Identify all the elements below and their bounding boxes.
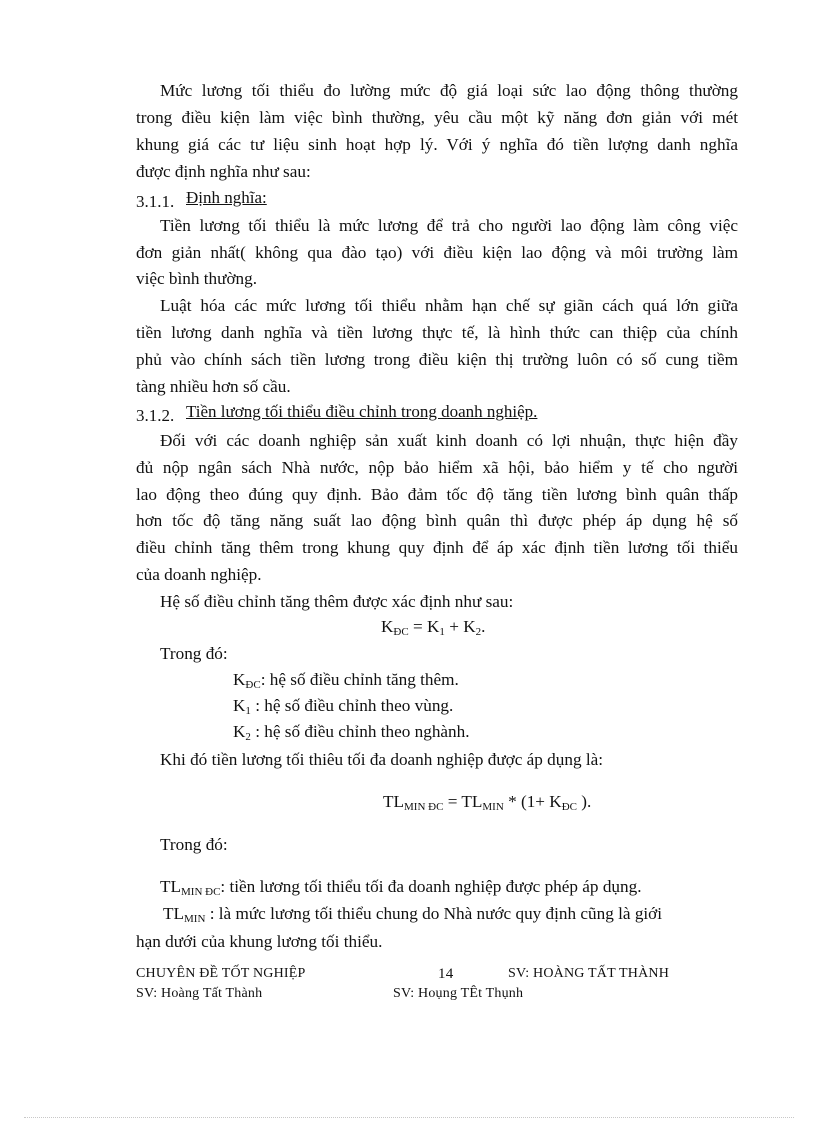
page-border-dotted xyxy=(24,1117,794,1118)
paragraph-3-line-3: phủ vào chính sách tiền lương trong điều kiện thị trường luôn có số cung tiềm xyxy=(136,350,738,369)
paragraph-4-line-4: hơn tốc độ tăng năng suất lao động bình quân thì được phép áp dụng hệ số xyxy=(136,511,738,530)
paragraph-4-line-3: lao động theo đúng quy định. Bảo đảm tốc độ tăng tiền lương bình quân thấp xyxy=(136,485,738,504)
definition-k2: $K_2$ : hệ số điều chỉnh theo nghành. xyxy=(233,722,470,743)
paragraph-3-line-1: Luật hóa các mức lương tối thiểu nhằm hạn chế sự giãn cách quá lớn giữa xyxy=(160,296,738,315)
where-label-1: Trong đó: xyxy=(160,644,228,663)
paragraph-1-line-2: trong điều kiện làm việc bình thường, yêu cầu một kỹ năng đơn giản với mét xyxy=(136,108,738,127)
definition-tl-min-continued: hạn dưới của khung lương tối thiểu. xyxy=(136,932,383,951)
paragraph-6: Khi đó tiền lương tối thiêu tối đa doanh nghiệp được áp dụng là: xyxy=(160,750,604,769)
paragraph-4-line-2: đủ nộp ngân sách Nhà nước, nộp bảo hiểm xã hội, bảo hiểm y tế cho người xyxy=(136,458,738,477)
footer-title: CHUYÊN ĐỀ TỐT NGHIỆP xyxy=(136,966,306,981)
definition-kdc: $K_{ĐC}$: hệ số điều chỉnh tăng thêm. xyxy=(233,670,459,691)
paragraph-5: Hệ số điều chỉnh tăng thêm được xác định như sau: xyxy=(160,592,514,611)
formula-tl-min-dc: $TL_{MIN ĐC} = TL_{MIN} * (1+ K_{ĐC}$ ). xyxy=(383,792,592,813)
definition-k1: $K_1$ : hệ số điều chỉnh theo vùng. xyxy=(233,696,454,717)
paragraph-4-line-5: điều chỉnh tăng thêm trong khung quy định để áp xác định tiền lương tối thiểu xyxy=(136,538,738,557)
paragraph-4-line-1: Đối với các doanh nghiệp sản xuất kinh doanh có lợi nhuận, thực hiện đầy xyxy=(160,431,738,450)
section-1-number: 3.1.1. xyxy=(136,192,175,211)
paragraph-1-line-3: khung giá các tư liệu sinh hoạt hợp lý. Với ý nghĩa đó tiền lượng danh nghĩa xyxy=(136,135,738,154)
paragraph-3-line-4: tàng nhiều hơn số cầu. xyxy=(136,377,291,396)
definition-tl-min-dc: $TL_{MIN ĐC}$: tiền lương tối thiểu tối đa doanh nghiệp được phép áp dụng. xyxy=(160,877,642,898)
where-label-2: Trong đó: xyxy=(160,835,228,854)
section-1-title: Định nghĩa: xyxy=(186,188,267,207)
section-2-number: 3.1.2. xyxy=(136,406,175,425)
definition-tl-min: $TL_{MIN}$ : là mức lương tối thiểu chung do Nhà nước quy định cũng là giới xyxy=(163,904,663,925)
paragraph-2-line-1: Tiền lương tối thiểu là mức lương để trả cho người lao động làm công việc xyxy=(160,216,738,235)
footer-author-left: SV: Hoàng Tất Thành xyxy=(136,986,263,1001)
paragraph-2-line-2: đơn giản nhất( không qua đào tạo) với điều kiện lao động và môi trường làm xyxy=(136,243,738,262)
formula-kdc: $K_{ĐC} = K_1 + K_2$. xyxy=(381,617,486,638)
paragraph-3-line-2: tiền lương danh nghĩa và tiền lương thực tế, là hình thức can thiệp của chính xyxy=(136,323,738,342)
paragraph-4-line-6: của doanh nghiệp. xyxy=(136,565,262,584)
footer-author-upper: SV: HOÀNG TẤT THÀNH xyxy=(508,966,670,981)
page-number: 14 xyxy=(438,966,454,982)
section-2-title: Tiền lương tối thiểu điều chỉnh trong doanh nghiệp. xyxy=(186,402,538,421)
footer-author-garbled: SV: Hoụng TÊt Thụnh xyxy=(393,986,524,1001)
paragraph-1-line-4: được định nghĩa như sau: xyxy=(136,162,311,181)
paragraph-1-line-1: Mức lương tối thiểu đo lường mức độ giá loại sức lao động thông thường xyxy=(160,81,738,100)
paragraph-2-line-3: việc bình thường. xyxy=(136,269,258,288)
